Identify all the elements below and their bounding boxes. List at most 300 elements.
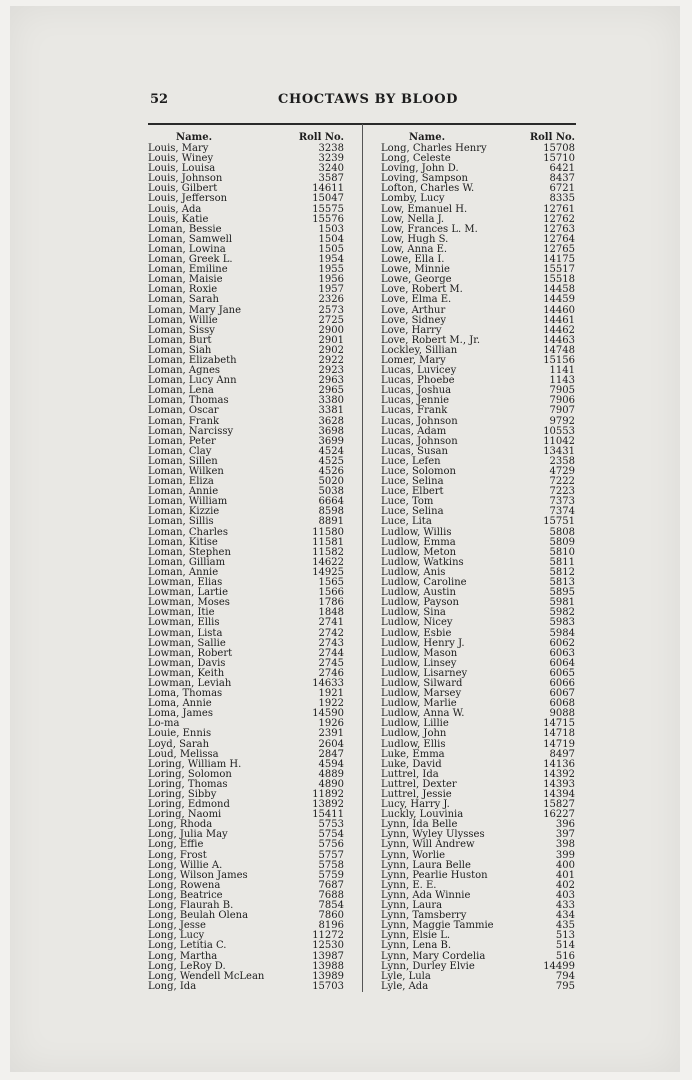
entry-name: Long, Jesse xyxy=(148,920,206,932)
entry-roll-number: 4525 xyxy=(318,455,344,467)
entry-roll-number: 2963 xyxy=(318,375,344,387)
entry-name: Ludlow, Willis xyxy=(381,526,452,538)
entry-name: Lynn, E. E. xyxy=(381,879,437,891)
entry-roll-number: 7688 xyxy=(318,889,344,901)
entry-name: Loring, Naomi xyxy=(148,809,222,821)
entry-roll-number: 14611 xyxy=(312,183,344,195)
page-number: 52 xyxy=(150,92,169,107)
entry-roll-number: 14715 xyxy=(543,718,575,730)
entry-roll-number: 8891 xyxy=(318,516,344,528)
entry-name: Low, Nella J. xyxy=(381,213,445,225)
entry-name: Lowe, Minnie xyxy=(381,264,450,276)
entry-roll-number: 435 xyxy=(555,920,575,932)
entry-roll-number: 13892 xyxy=(312,799,344,811)
entry-roll-number: 5813 xyxy=(549,577,575,589)
entry-roll-number: 1565 xyxy=(318,577,344,589)
entry-name: Long, Letitia C. xyxy=(148,940,227,952)
entry-name: Ludlow, Nicey xyxy=(381,617,453,629)
entry-name: Lucas, Jennie xyxy=(381,395,450,407)
entry-name: Lucy, Harry J. xyxy=(381,799,450,811)
entry-roll-number: 12530 xyxy=(312,940,344,952)
entry-roll-number: 1954 xyxy=(318,254,344,266)
entry-name: Lucas, Johnson xyxy=(381,415,458,427)
entry-roll-number: 14463 xyxy=(543,334,575,346)
entry-roll-number: 8598 xyxy=(318,506,344,518)
entry-name: Loman, Mary Jane xyxy=(148,304,242,316)
entry-name: Luce, Selina xyxy=(381,476,444,488)
entry-name: Ludlow, Lillie xyxy=(381,718,449,730)
entry-roll-number: 5020 xyxy=(318,476,344,488)
entry-roll-number: 2847 xyxy=(318,748,344,760)
entry-roll-number: 2573 xyxy=(318,304,344,316)
entry-name: Long, Charles Henry xyxy=(381,143,487,154)
entry-roll-number: 1504 xyxy=(318,233,344,245)
entry-roll-number: 2725 xyxy=(318,314,344,326)
entry-roll-number: 2743 xyxy=(318,637,344,649)
entry-name: Lockley, Sillian xyxy=(381,344,458,356)
entry-name: Loman, Elizabeth xyxy=(148,354,237,366)
entry-roll-number: 14460 xyxy=(543,304,575,316)
entry-name: Louis, Winey xyxy=(148,153,214,165)
entry-name: Lucas, Susan xyxy=(381,445,448,457)
entry-name: Luce, Lefen xyxy=(381,455,441,467)
entry-roll-number: 5982 xyxy=(549,607,575,619)
entry-roll-number: 1143 xyxy=(549,375,575,387)
entry-name: Loman, Narcissy xyxy=(148,425,234,437)
entry-roll-number: 399 xyxy=(555,849,575,861)
entry-roll-number: 1786 xyxy=(318,597,344,609)
entry-name: Luckly, Louvinia xyxy=(381,809,464,821)
entry-name: Loman, Burt xyxy=(148,334,212,346)
entry-name: Ludlow, Emma xyxy=(381,536,456,548)
entry-name: Louis, Mary xyxy=(148,143,209,154)
entry-roll-number: 1955 xyxy=(318,264,344,276)
entry-name: Ludlow, Ellis xyxy=(381,738,446,750)
entry-name: Luce, Solomon xyxy=(381,466,456,477)
entry-roll-number: 15156 xyxy=(543,354,575,366)
entry-roll-number: 5758 xyxy=(318,859,344,871)
entry-roll-number: 5809 xyxy=(549,536,575,548)
entry-name: Louis, Jefferson xyxy=(148,193,228,205)
entry-name: Long, Martha xyxy=(148,950,218,962)
entry-name: Lowman, Itie xyxy=(148,607,215,619)
entry-roll-number: 2744 xyxy=(318,647,344,659)
entry-roll-number: 516 xyxy=(555,950,575,962)
entry-name: Ludlow, Esbie xyxy=(381,627,452,639)
entry-roll-number: 11580 xyxy=(312,526,344,538)
entry-roll-number: 5981 xyxy=(549,597,575,609)
roll-entry xyxy=(381,941,577,951)
entry-name: Louis, Louisa xyxy=(148,163,216,175)
entry-roll-number: 14462 xyxy=(543,324,575,336)
entry-roll-number: 3380 xyxy=(318,395,344,407)
entry-name: Loud, Melissa xyxy=(148,748,219,760)
roll-entry xyxy=(381,982,577,992)
entry-name: Lynn, Will Andrew xyxy=(381,839,475,851)
entry-roll-number: 11581 xyxy=(312,536,344,548)
entry-roll-number: 15411 xyxy=(312,809,344,821)
entry-roll-number: 2965 xyxy=(318,385,344,397)
entry-roll-number: 5895 xyxy=(549,587,575,599)
entry-name: Ludlow, Watkins xyxy=(381,556,464,568)
entry-name: Ludlow, Henry J. xyxy=(381,637,465,649)
entry-name: Lowman, Leviah xyxy=(148,677,232,689)
entry-roll-number: 1505 xyxy=(318,243,344,255)
entry-name: Lomby, Lucy xyxy=(381,193,445,205)
entry-name: Loring, Edmond xyxy=(148,799,230,811)
roll-entry xyxy=(148,618,346,628)
entry-name: Louis, Johnson xyxy=(148,173,223,185)
entry-name: Loman, William xyxy=(148,496,228,508)
entry-name: Long, Beatrice xyxy=(148,889,223,901)
entry-roll-number: 1141 xyxy=(549,365,575,377)
entry-name: Louis, Ada xyxy=(148,203,202,215)
roll-column-heading: Roll No. xyxy=(529,132,575,143)
right-column-header xyxy=(381,130,577,144)
entry-roll-number: 7854 xyxy=(318,900,344,912)
entry-roll-number: 7906 xyxy=(549,395,575,407)
entry-roll-number: 7905 xyxy=(549,385,575,397)
entry-name: Luttrel, Dexter xyxy=(381,778,457,790)
entry-roll-number: 15518 xyxy=(543,274,575,286)
entry-roll-number: 15827 xyxy=(543,799,575,811)
entry-roll-number: 6068 xyxy=(549,698,575,710)
entry-roll-number: 5038 xyxy=(318,486,344,498)
entry-name: Loring, Thomas xyxy=(148,778,228,790)
entry-name: Ludlow, Anna W. xyxy=(381,708,465,720)
entry-name: Lomer, Mary xyxy=(381,354,446,366)
entry-name: Lowman, Sallie xyxy=(148,637,226,649)
entry-roll-number: 12762 xyxy=(543,213,575,225)
entry-roll-number: 15517 xyxy=(543,264,575,276)
entry-roll-number: 10553 xyxy=(543,425,575,437)
entry-roll-number: 2746 xyxy=(318,667,344,679)
entry-name: Love, Harry xyxy=(381,324,442,336)
entry-roll-number: 2900 xyxy=(318,324,344,336)
entry-roll-number: 5754 xyxy=(318,829,344,841)
entry-roll-number: 1848 xyxy=(318,607,344,619)
entry-roll-number: 2326 xyxy=(318,294,344,306)
entry-name: Loman, Lowina xyxy=(148,243,226,255)
entry-roll-number: 2741 xyxy=(318,617,344,629)
entry-name: Loman, Sillen xyxy=(148,455,218,467)
entry-name: Long, Ida xyxy=(148,980,197,992)
entry-name: Loman, Lucy Ann xyxy=(148,375,237,387)
entry-name: Luke, David xyxy=(381,758,442,770)
entry-name: Lynn, Lena B. xyxy=(381,940,452,952)
entry-name: Long, Wilson James xyxy=(148,869,248,881)
entry-roll-number: 12763 xyxy=(543,223,575,235)
entry-roll-number: 794 xyxy=(555,970,575,982)
entry-name: Ludlow, Marlie xyxy=(381,698,457,710)
entry-roll-number: 14590 xyxy=(312,708,344,720)
entry-roll-number: 5759 xyxy=(318,869,344,881)
entry-roll-number: 1957 xyxy=(318,284,344,296)
entry-roll-number: 16227 xyxy=(543,809,575,821)
entry-roll-number: 7374 xyxy=(549,506,575,518)
entry-name: Loman, Sillis xyxy=(148,516,214,528)
entry-roll-number: 14392 xyxy=(543,768,575,780)
entry-roll-number: 3238 xyxy=(318,143,344,154)
entry-roll-number: 7687 xyxy=(318,879,344,891)
entry-name: Lowe, Ella I. xyxy=(381,254,445,266)
entry-roll-number: 5812 xyxy=(549,566,575,578)
entry-roll-number: 5756 xyxy=(318,839,344,851)
entry-roll-number: 2604 xyxy=(318,738,344,750)
name-column-heading: Name. xyxy=(409,132,446,143)
entry-roll-number: 14458 xyxy=(543,284,575,296)
entry-roll-number: 14136 xyxy=(543,758,575,770)
entry-roll-number: 15708 xyxy=(543,143,575,154)
entry-roll-number: 5810 xyxy=(549,546,575,558)
entry-roll-number: 2742 xyxy=(318,627,344,639)
entry-name: Lynn, Pearlie Huston xyxy=(381,869,488,881)
entry-name: Lucas, Luvicey xyxy=(381,365,457,377)
entry-name: Ludlow, John xyxy=(381,728,447,740)
entry-roll-number: 15710 xyxy=(543,153,575,165)
entry-name: Ludlow, Caroline xyxy=(381,577,467,589)
entry-roll-number: 795 xyxy=(555,980,575,992)
entry-name: Lowman, Davis xyxy=(148,657,226,669)
entry-roll-number: 4594 xyxy=(318,758,344,770)
entry-name: Ludlow, Marsey xyxy=(381,688,462,700)
entry-name: Loman, Charles xyxy=(148,526,228,538)
entry-name: Long, Wendell McLean xyxy=(148,970,265,982)
entry-roll-number: 7907 xyxy=(549,405,575,417)
entry-name: Lyle, Lula xyxy=(381,970,431,982)
entry-name: Loman, Oscar xyxy=(148,405,219,417)
entry-name: Lynn, Ada Winnie xyxy=(381,889,471,901)
entry-name: Ludlow, Sina xyxy=(381,607,446,619)
entry-name: Lyle, Ada xyxy=(381,980,429,992)
entry-name: Low, Frances L. M. xyxy=(381,223,478,235)
entry-name: Long, Beulah Olena xyxy=(148,910,249,922)
entry-name: Loman, Lena xyxy=(148,385,214,397)
entry-name: Lucas, Frank xyxy=(381,405,448,417)
entry-roll-number: 8437 xyxy=(549,173,575,185)
entry-name: Loman, Sissy xyxy=(148,324,215,336)
entry-roll-number: 1503 xyxy=(318,223,344,235)
entry-roll-number: 14499 xyxy=(543,960,575,972)
entry-name: Luke, Emma xyxy=(381,748,445,760)
entry-roll-number: 14394 xyxy=(543,789,575,800)
entry-name: Long, Frost xyxy=(148,849,207,861)
entry-roll-number: 4729 xyxy=(549,466,575,477)
entry-roll-number: 13988 xyxy=(312,960,344,972)
entry-name: Lucas, Johnson xyxy=(381,435,458,447)
entry-name: Loring, William H. xyxy=(148,758,242,770)
entry-roll-number: 4526 xyxy=(318,466,344,477)
entry-roll-number: 7373 xyxy=(549,496,575,508)
entry-roll-number: 15047 xyxy=(312,193,344,205)
entry-roll-number: 6664 xyxy=(318,496,344,508)
entry-name: Loring, Solomon xyxy=(148,768,232,780)
entry-roll-number: 403 xyxy=(555,889,575,901)
entry-name: Lynn, Wyley Ulysses xyxy=(381,829,485,841)
entry-roll-number: 14719 xyxy=(543,738,575,750)
entry-name: Long, Flaurah B. xyxy=(148,900,234,912)
entry-roll-number: 513 xyxy=(555,930,575,942)
entry-name: Lynn, Durley Elvie xyxy=(381,960,475,972)
entry-roll-number: 5757 xyxy=(318,849,344,861)
entry-name: Luce, Selina xyxy=(381,506,444,518)
entry-name: Lynn, Worlie xyxy=(381,849,446,861)
entry-roll-number: 3239 xyxy=(318,153,344,165)
entry-roll-number: 402 xyxy=(555,879,575,891)
entry-name: Lynn, Ida Belle xyxy=(381,819,458,831)
entry-name: Lowman, Robert xyxy=(148,647,233,659)
entry-name: Ludlow, Silward xyxy=(381,677,463,689)
entry-name: Lowman, Keith xyxy=(148,667,225,679)
entry-roll-number: 9792 xyxy=(549,415,575,427)
entry-name: Long, Julia May xyxy=(148,829,228,841)
entry-name: Long, Celeste xyxy=(381,153,451,165)
entry-name: Loving, John D. xyxy=(381,163,459,175)
entry-roll-number: 6065 xyxy=(549,667,575,679)
entry-roll-number: 15576 xyxy=(312,213,344,225)
entry-roll-number: 14748 xyxy=(543,344,575,356)
entry-name: Loman, Peter xyxy=(148,435,216,447)
right-entry-list xyxy=(381,144,577,992)
entry-roll-number: 6064 xyxy=(549,657,575,669)
entry-roll-number: 12764 xyxy=(543,233,575,245)
entry-roll-number: 13987 xyxy=(312,950,344,962)
entry-roll-number: 12765 xyxy=(543,243,575,255)
entry-roll-number: 1566 xyxy=(318,587,344,599)
entry-name: Lynn, Maggie Tammie xyxy=(381,920,494,932)
entry-roll-number: 8335 xyxy=(549,193,575,205)
entry-name: Loman, Thomas xyxy=(148,395,229,407)
entry-roll-number: 6062 xyxy=(549,637,575,649)
entry-roll-number: 434 xyxy=(555,910,575,922)
entry-name: Lowman, Lartie xyxy=(148,587,228,599)
entry-roll-number: 6421 xyxy=(549,163,575,175)
entry-roll-number: 398 xyxy=(555,839,575,851)
entry-name: Low, Emanuel H. xyxy=(381,203,468,215)
entry-name: Loman, Wilken xyxy=(148,466,224,477)
right-column xyxy=(381,130,577,992)
entry-name: Luce, Tom xyxy=(381,496,434,508)
page-header xyxy=(0,92,692,114)
entry-roll-number: 5753 xyxy=(318,819,344,831)
entry-name: Loman, Clay xyxy=(148,445,212,457)
entry-roll-number: 15751 xyxy=(543,516,575,528)
entry-roll-number: 8497 xyxy=(549,748,575,760)
entry-name: Love, Sidney xyxy=(381,314,447,326)
entry-name: Loman, Willie xyxy=(148,314,218,326)
entry-name: Ludlow, Linsey xyxy=(381,657,457,669)
entry-name: Luce, Elbert xyxy=(381,486,444,498)
entry-roll-number: 3587 xyxy=(318,173,344,185)
entry-roll-number: 11272 xyxy=(312,930,344,942)
entry-name: Luttrel, Jessie xyxy=(381,789,452,800)
entry-name: Long, Rhoda xyxy=(148,819,213,831)
entry-name: Lynn, Elsie L. xyxy=(381,930,451,942)
entry-roll-number: 9088 xyxy=(549,708,575,720)
roll-entry xyxy=(148,941,346,951)
left-entry-list xyxy=(148,144,346,992)
entry-roll-number: 4890 xyxy=(318,778,344,790)
entry-name: Love, Robert M., Jr. xyxy=(381,334,481,346)
entry-name: Loving, Sampson xyxy=(381,173,468,185)
left-column-header xyxy=(148,130,346,144)
entry-name: Luttrel, Ida xyxy=(381,768,439,780)
entry-name: Louie, Ennis xyxy=(148,728,212,740)
entry-roll-number: 1956 xyxy=(318,274,344,286)
entry-roll-number: 11582 xyxy=(312,546,344,558)
entry-roll-number: 6066 xyxy=(549,677,575,689)
entry-roll-number: 6063 xyxy=(549,647,575,659)
entry-roll-number: 5808 xyxy=(549,526,575,538)
entry-roll-number: 2902 xyxy=(318,344,344,356)
entry-name: Louis, Katie xyxy=(148,213,209,225)
entry-name: Loman, Sarah xyxy=(148,294,219,306)
entry-roll-number: 5811 xyxy=(549,556,575,568)
left-column xyxy=(148,130,346,992)
entry-name: Loman, Emiline xyxy=(148,264,228,276)
entry-name: Lynn, Mary Cordelia xyxy=(381,950,486,962)
entry-name: Love, Elma E. xyxy=(381,294,452,306)
entry-roll-number: 12761 xyxy=(543,203,575,215)
entry-name: Loman, Samwell xyxy=(148,233,233,245)
entry-name: Lowman, Elias xyxy=(148,577,223,589)
entry-roll-number: 4524 xyxy=(318,445,344,457)
entry-roll-number: 11892 xyxy=(312,789,344,800)
roll-entry xyxy=(148,295,346,305)
entry-name: Loman, Siah xyxy=(148,344,212,356)
entry-roll-number: 3240 xyxy=(318,163,344,175)
roll-entry xyxy=(381,295,577,305)
entry-roll-number: 14393 xyxy=(543,778,575,790)
entry-roll-number: 3698 xyxy=(318,425,344,437)
entry-name: Lynn, Laura xyxy=(381,900,443,912)
entry-name: Lucas, Phoebe xyxy=(381,375,455,387)
entry-name: Loman, Roxie xyxy=(148,284,218,296)
entry-name: Ludlow, Payson xyxy=(381,597,459,609)
entry-roll-number: 8196 xyxy=(318,920,344,932)
page-title: CHOCTAWS BY BLOOD xyxy=(278,92,459,107)
entry-name: Long, Rowena xyxy=(148,879,221,891)
entry-name: Ludlow, Mason xyxy=(381,647,458,659)
roll-entry xyxy=(148,982,346,992)
entry-roll-number: 1921 xyxy=(318,688,344,700)
entry-name: Loman, Kizzie xyxy=(148,506,220,518)
entry-roll-number: 396 xyxy=(555,819,575,831)
entry-name: Long, Effie xyxy=(148,839,204,851)
entry-name: Ludlow, Anis xyxy=(381,566,446,578)
entry-name: Ludlow, Lisarney xyxy=(381,667,468,679)
entry-roll-number: 2391 xyxy=(318,728,344,740)
entry-roll-number: 400 xyxy=(555,859,575,871)
entry-roll-number: 5983 xyxy=(549,617,575,629)
entry-roll-number: 401 xyxy=(555,869,575,881)
entry-roll-number: 2358 xyxy=(549,455,575,467)
roll-column-heading: Roll No. xyxy=(298,132,344,143)
entry-roll-number: 13431 xyxy=(543,445,575,457)
entry-name: Ludlow, Austin xyxy=(381,587,456,599)
entry-roll-number: 2901 xyxy=(318,334,344,346)
entry-roll-number: 3628 xyxy=(318,415,344,427)
entry-name: Lowe, George xyxy=(381,274,452,286)
entry-roll-number: 14175 xyxy=(543,254,575,266)
entry-roll-number: 2922 xyxy=(318,354,344,366)
entry-name: Long, Willie A. xyxy=(148,859,223,871)
entry-name: Loman, Stephen xyxy=(148,546,231,558)
entry-roll-number: 11042 xyxy=(543,435,575,447)
entry-roll-number: 7860 xyxy=(318,910,344,922)
entry-name: Lo-ma xyxy=(148,718,180,730)
entry-name: Loman, Frank xyxy=(148,415,220,427)
